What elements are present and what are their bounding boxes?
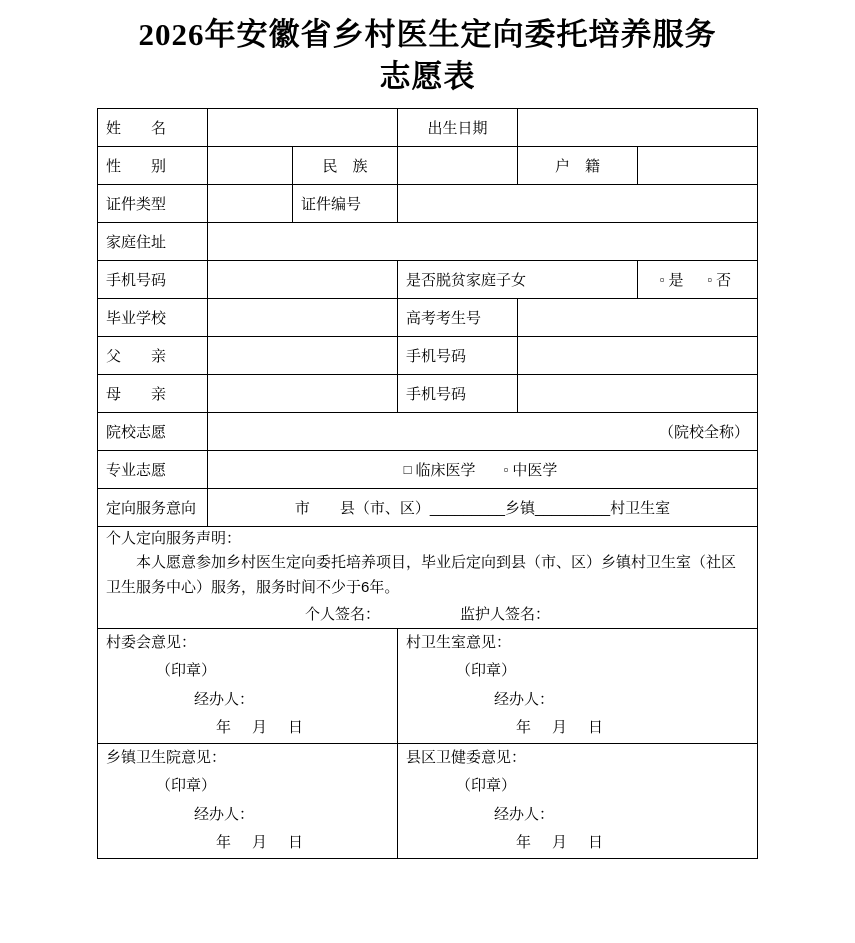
table-row: [98, 412, 758, 450]
page-title-line2: 志愿表: [379, 58, 476, 94]
opinion-title: 村卫生室意见：: [406, 633, 512, 651]
major-option-clinical[interactable]: [404, 462, 476, 479]
college-wish-note: （院校全称）: [658, 423, 749, 441]
opinion-agent: 经办人：: [194, 805, 255, 823]
table-row: [98, 260, 758, 298]
mother-mobile-label: 手机号码: [398, 374, 518, 412]
birth-date-label: 出生日期: [398, 108, 518, 146]
opinion-title: 乡镇卫生院意见：: [106, 748, 227, 766]
table-row: [98, 374, 758, 412]
table-row: [98, 222, 758, 260]
ethnicity-label: 民 族: [293, 146, 398, 184]
statement-block: [98, 526, 758, 628]
gender-value[interactable]: [208, 146, 293, 184]
exam-number-value[interactable]: [518, 298, 758, 336]
school-label: 毕业学校: [98, 298, 208, 336]
major-option-tcm[interactable]: [504, 462, 558, 479]
father-mobile-label: 手机号码: [398, 336, 518, 374]
signature-row: [106, 603, 749, 628]
checkbox-icon[interactable]: ▫: [503, 461, 509, 477]
name-value[interactable]: [208, 108, 398, 146]
table-row: [98, 336, 758, 374]
table-row: [98, 146, 758, 184]
mobile-label: 手机号码: [98, 260, 208, 298]
table-row: [98, 184, 758, 222]
father-label: 父 亲: [98, 336, 208, 374]
page-title-line1: 2026年安徽省乡村医生定向委托培养服务: [138, 17, 717, 52]
id-number-label: 证件编号: [293, 184, 398, 222]
opinion-village-clinic[interactable]: [398, 628, 758, 743]
guardian-signature-label[interactable]: 监护人签名：: [460, 605, 551, 623]
poverty-option-yes-label: 是: [668, 271, 684, 289]
id-number-value[interactable]: [398, 184, 758, 222]
mother-value[interactable]: [208, 374, 398, 412]
id-type-label: 证件类型: [98, 184, 208, 222]
poverty-option-yes[interactable]: [660, 272, 684, 289]
poverty-option-no[interactable]: [708, 272, 732, 289]
opinion-village-committee[interactable]: [98, 628, 398, 743]
document-page: [0, 14, 855, 943]
statement-body: 本人愿意参加乡村医生定向委托培养项目，毕业后定向到县（市、区）乡镇村卫生室（社区卫生服务中心）服务，服务时间不少于6年。: [106, 554, 737, 597]
checkbox-icon[interactable]: ▫: [659, 271, 665, 287]
opinion-title: 村委会意见：: [106, 633, 197, 651]
college-wish-label: 院校志愿: [98, 412, 208, 450]
name-label: 姓 名: [98, 108, 208, 146]
father-value[interactable]: [208, 336, 398, 374]
opinion-date: 年 月 日: [216, 834, 307, 852]
opinion-seal: （印章）: [456, 777, 517, 795]
father-mobile-value[interactable]: [518, 336, 758, 374]
mobile-value[interactable]: [208, 260, 398, 298]
opinion-township-hospital[interactable]: [98, 743, 398, 858]
statement-heading: 个人定向服务声明：: [106, 529, 242, 547]
page-title: [98, 14, 758, 98]
table-row: [98, 743, 758, 858]
opinion-date: 年 月 日: [516, 834, 607, 852]
address-value[interactable]: [208, 222, 758, 260]
opinion-county-health-commission[interactable]: [398, 743, 758, 858]
table-row: [98, 450, 758, 488]
ethnicity-value[interactable]: [398, 146, 518, 184]
service-intent-value[interactable]: 市 县（市、区）_________乡镇_________村卫生室: [208, 488, 758, 526]
opinion-seal: （印章）: [456, 662, 517, 680]
opinion-agent: 经办人：: [194, 690, 255, 708]
opinion-date: 年 月 日: [216, 719, 307, 737]
poverty-option-no-label: 否: [716, 271, 732, 289]
checkbox-icon[interactable]: ▫: [707, 271, 713, 287]
id-type-value[interactable]: [208, 184, 293, 222]
opinion-seal: （印章）: [156, 777, 217, 795]
major-option-tcm-label: 中医学: [512, 461, 558, 479]
birth-date-value[interactable]: [518, 108, 758, 146]
checkbox-icon[interactable]: □: [403, 461, 412, 477]
college-wish-value[interactable]: [208, 412, 758, 450]
mother-mobile-value[interactable]: [518, 374, 758, 412]
opinion-agent: 经办人：: [494, 690, 555, 708]
household-label: 户 籍: [518, 146, 638, 184]
personal-signature-label[interactable]: 个人签名：: [304, 605, 380, 623]
poverty-family-options: [638, 260, 758, 298]
gender-label: 性 别: [98, 146, 208, 184]
major-wish-options: [208, 450, 758, 488]
school-value[interactable]: [208, 298, 398, 336]
table-row: [98, 298, 758, 336]
opinion-title: 县区卫健委意见：: [406, 748, 527, 766]
address-label: 家庭住址: [98, 222, 208, 260]
table-row: [98, 628, 758, 743]
major-option-clinical-label: 临床医学: [415, 461, 476, 479]
opinion-date: 年 月 日: [516, 719, 607, 737]
opinion-agent: 经办人：: [494, 805, 555, 823]
service-intent-label: 定向服务意向: [98, 488, 208, 526]
exam-number-label: 高考考生号: [398, 298, 518, 336]
poverty-family-label: 是否脱贫家庭子女: [398, 260, 638, 298]
table-row: [98, 526, 758, 628]
household-value[interactable]: [638, 146, 758, 184]
table-row: [98, 108, 758, 146]
mother-label: 母 亲: [98, 374, 208, 412]
opinion-seal: （印章）: [156, 662, 217, 680]
major-wish-label: 专业志愿: [98, 450, 208, 488]
table-row: [98, 488, 758, 526]
volunteer-form-table: [97, 108, 758, 859]
